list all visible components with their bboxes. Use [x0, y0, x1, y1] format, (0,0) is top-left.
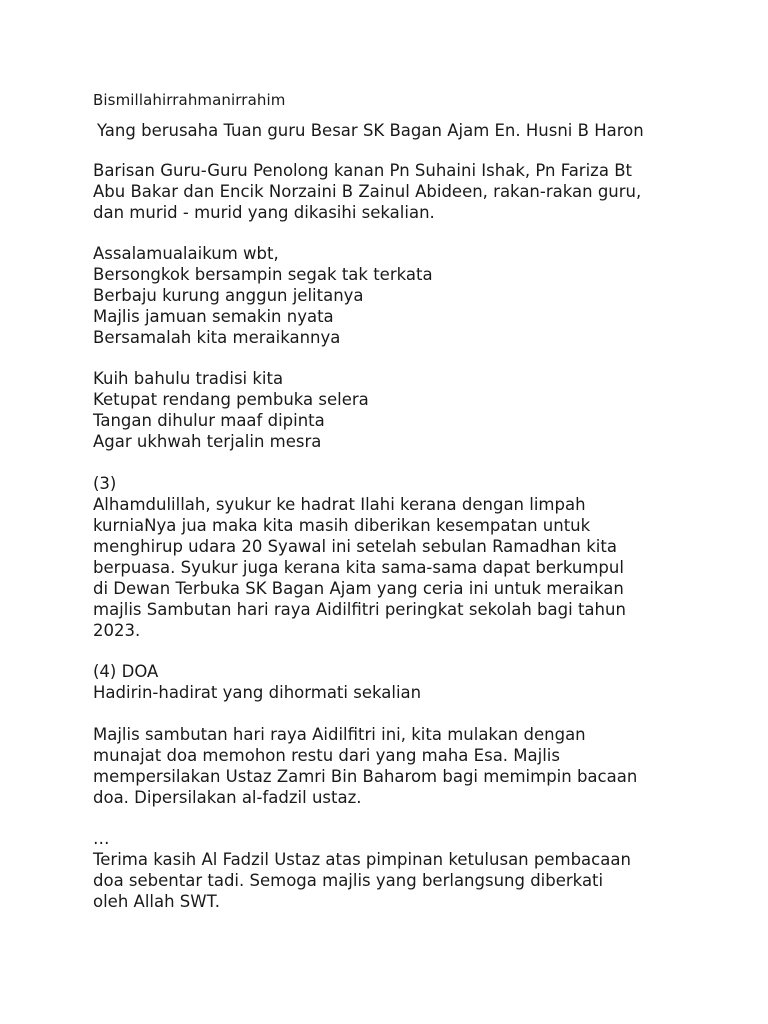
paragraph-line: menghirup udara 20 Syawal ini setelah sebulan Ramadhan kita [93, 537, 617, 556]
pantun-line: Agar ukhwah terjalin mesra [93, 432, 322, 451]
paragraph-line: berpuasa. Syukur juga kerana kita sama-sama dapat berkumpul [93, 558, 624, 577]
paragraph-line: Abu Bakar dan Encik Norzaini B Zainul Abideen, rakan-rakan guru, [93, 182, 642, 201]
greeting-headmaster: Yang berusaha Tuan guru Besar SK Bagan Ajam En. Husni B Haron [97, 121, 644, 140]
paragraph-line: doa. Dipersilakan al-fadzil ustaz. [93, 788, 362, 807]
paragraph-line: munajat doa memohon restu dari yang maha Esa. Majlis [93, 746, 560, 765]
greeting-teachers-paragraph [93, 160, 641, 223]
pantun-line: Ketupat rendang pembuka selera [93, 390, 369, 409]
pantun-line: Kuih bahulu tradisi kita [93, 369, 284, 388]
pantun-line: Assalamualaikum wbt, [93, 244, 279, 263]
paragraph-line: Hadirin-hadirat yang dihormati sekalian [93, 683, 422, 702]
pantun-line: Bersongkok bersampin segak tak terkata [93, 265, 433, 284]
pantun-line: Berbaju kurung anggun jelitanya [93, 286, 364, 305]
paragraph-line: majlis Sambutan hari raya Aidilfitri peringkat sekolah bagi tahun [93, 600, 626, 619]
pantun-line: Tangan dihulur maaf dipinta [93, 411, 325, 430]
paragraph-line: Barisan Guru-Guru Penolong kanan Pn Suhaini Ishak, Pn Fariza Bt [93, 161, 632, 180]
document-heading: Bismillahirrahmanirrahim [93, 91, 286, 109]
pantun-stanza-2 [93, 368, 369, 452]
paragraph-line: di Dewan Terbuka SK Bagan Ajam yang ceria ini untuk meraikan [93, 579, 624, 598]
doa-invitation-paragraph [93, 724, 637, 808]
paragraph-line: dan murid - murid yang dikasihi sekalian. [93, 203, 435, 222]
section-3-paragraph [93, 473, 626, 641]
paragraph-line: Majlis sambutan hari raya Aidilfitri ini, kita mulakan dengan [93, 725, 586, 744]
pantun-stanza-1 [93, 243, 433, 348]
paragraph-line: 2023. [93, 621, 141, 640]
pantun-line: Bersamalah kita meraikannya [93, 328, 341, 347]
section-number: (3) [93, 474, 117, 493]
pantun-line: Majlis jamuan semakin nyata [93, 307, 334, 326]
paragraph-line: doa sebentar tadi. Semoga majlis yang berlangsung diberkati [93, 871, 604, 890]
ellipsis: … [93, 829, 110, 848]
paragraph-line: mempersilakan Ustaz Zamri Bin Baharom bagi memimpin bacaan [93, 767, 638, 786]
paragraph-line: Terima kasih Al Fadzil Ustaz atas pimpinan ketulusan pembacaan [93, 850, 631, 869]
section-heading: (4) DOA [93, 662, 159, 681]
paragraph-line: kurniaNya jua maka kita masih diberikan kesempatan untuk [93, 516, 591, 535]
paragraph-line: Alhamdulillah, syukur ke hadrat Ilahi kerana dengan limpah [93, 495, 586, 514]
paragraph-line: oleh Allah SWT. [93, 892, 220, 911]
section-4-doa [93, 661, 421, 703]
thanks-paragraph [93, 828, 631, 912]
